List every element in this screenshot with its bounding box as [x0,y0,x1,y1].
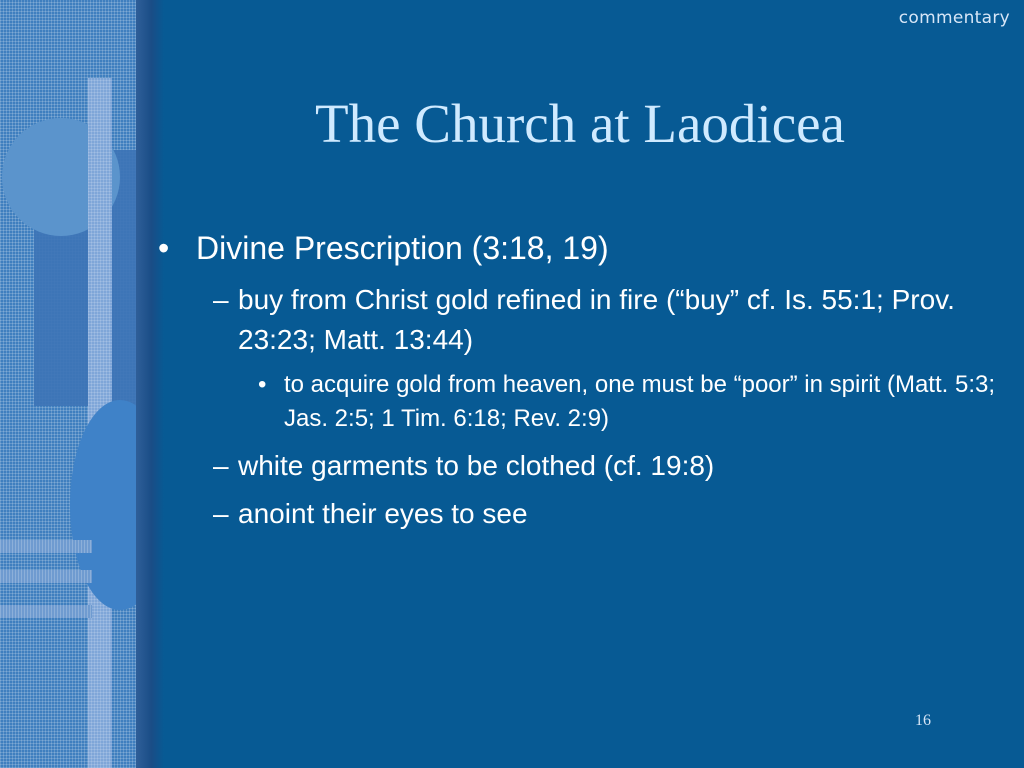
slide-label: commentary [898,8,1010,28]
sub-bullet-item [158,446,998,486]
bullet-text: to acquire gold from heaven, one must be “poor” in spirit (Matt. 5:3; Jas. 2:5; 1 Tim. 6:18; Rev. 2:9) [284,371,996,432]
bullet-marker: • [158,230,170,266]
decorative-stripe [0,540,92,553]
bullet-item [158,222,998,274]
dash-marker: – [213,498,229,529]
decorative-stripe [0,605,92,618]
page-number: 16 [915,712,931,729]
slide-title: The Church at Laodicea [315,93,845,154]
bullet-list [158,222,998,542]
decorative-sidebar [0,0,150,768]
bullet-text: anoint their eyes to see [238,498,528,529]
sub-sub-bullet-item [158,368,998,436]
bullet-text: buy from Christ gold refined in fire (“buy” cf. Is. 55:1; Prov. 23:23; Matt. 13:44) [238,284,955,355]
bullet-text: Divine Prescription (3:18, 19) [196,230,609,266]
sub-bullet-item [158,494,998,534]
dash-marker: – [213,284,229,315]
bullet-text: white garments to be clothed (cf. 19:8) [238,450,715,481]
dash-marker: – [213,450,229,481]
bullet-marker: • [258,371,267,398]
sub-bullet-item [158,280,998,360]
decorative-stripe [0,570,92,583]
